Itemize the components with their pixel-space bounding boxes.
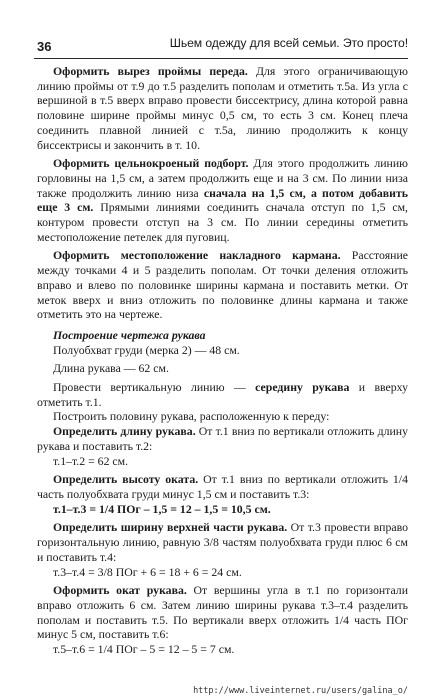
page-number: 36 <box>37 39 52 54</box>
paragraph-sleeve-length-text: От т.1 вниз по вертикали отложить длину рукава и поставить т.2: <box>37 424 408 453</box>
paragraph-cap-height <box>37 472 408 501</box>
paragraph-pocket <box>37 248 408 322</box>
paragraph-half-sleeve: Построить половину рукава, расположенную к переду: <box>53 409 330 424</box>
source-watermark: http://www.liveinternet.ru/users/galina_o/ <box>193 686 408 696</box>
paragraph-armhole-lead: Оформить вырез проймы переда. <box>53 64 248 78</box>
paragraph-sleeve-width <box>37 520 408 564</box>
paragraph-facing-lead: Оформить цельнокроеный подборт. <box>53 156 249 171</box>
formula-2: т.1–т.3 = 1/4 ПОг – 1,5 = 12 – 1,5 = 10,5 см. <box>53 501 271 516</box>
sleeve-bust-measure: Полуобхват груди (мерка 2) — 48 см. <box>53 342 240 357</box>
paragraph-facing-text-2: Прямыми линиями соединить сначала отступ по 1,5 см, контуром провести отступ на 3 см. По линии середины отметить местоположение петелек для пуговиц. <box>37 200 409 244</box>
formula-1: т.1–т.2 = 62 см. <box>53 453 129 468</box>
paragraph-sleeve-width-lead: Определить ширину верхней части рукава. <box>53 520 288 535</box>
paragraph-facing-emphasis: сначала на 1,5 см, а потом добавить еще 3 см. <box>37 185 408 215</box>
section-heading <box>37 328 408 343</box>
paragraph-center-line <box>37 380 408 409</box>
section-heading-text: Построение чертежа рукава <box>53 327 206 342</box>
paragraph-sleeve-length <box>37 424 408 453</box>
formula-4: т.5–т.6 = 1/4 ПОг – 5 = 12 – 5 = 7 см. <box>53 642 235 657</box>
sleeve-length-measure: Длина рукава — 62 см. <box>53 361 169 376</box>
paragraph-facing <box>37 156 408 244</box>
page-body <box>37 64 408 657</box>
paragraph-armhole <box>37 64 408 152</box>
page-header <box>0 0 434 60</box>
header-rule <box>34 58 408 59</box>
paragraph-cap-height-lead: Определить высоту оката. <box>53 472 199 487</box>
paragraph-center-line-emphasis: середину рукава <box>255 380 350 395</box>
paragraph-armhole-text: Для этого ограничивающую линию проймы от т.9 до т.5 разделить пополам и отметить т.5а. Из угла с вершиной в т.5 вверх вправо провести биссектрису, длина которой равна половине ширине проймы минус 0,5 см, то есть 3 см. Конец плеча соединить плавной линией с т.5а, линию продолжить к концу биссектрисы и закончить в т. 10. <box>37 64 408 152</box>
paragraph-cap-height-text: От т.1 вниз по вертикали отложить 1/4 часть полуобхвата груди минус 1,5 см и поставить т.3: <box>37 472 408 501</box>
running-title: Шьем одежду для всей семьи. Это просто! <box>169 36 408 50</box>
paragraph-center-line-text-2: и вверху отметить т.1. <box>37 380 409 409</box>
paragraph-pocket-lead: Оформить местоположение накладного кармана. <box>53 248 341 263</box>
paragraph-facing-text-1: Для этого продолжить линию горловины на 1,5 см, а затем продолжить еще и на 3 см. По линии низа также продолжить линию низа <box>37 156 408 200</box>
formula-3: т.3–т.4 = 3/8 ПОг + 6 = 18 + 6 = 24 см. <box>53 564 242 579</box>
paragraph-sleeve-length-lead: Определить длину рукава. <box>53 424 196 439</box>
paragraph-sleeve-cap-lead: Оформить окат рукава. <box>53 583 187 598</box>
paragraph-pocket-text: Расстояние между точками 4 и 5 разделить пополам. От точки деления отложить вправо и влево по половинке ширины кармана и поставить метки. От меток вверх и вниз отложить по половинке длины кармана и также отметить это на чертеже. <box>37 248 409 322</box>
paragraph-sleeve-cap-text: От вершины угла в т.1 по горизонтали вправо отложить 6 см. Затем линию ширины рукава т.3–т.4 разделить пополам и поставить т.5. По вертикали вверх отложить 1/4 часть ПОг минус 5 см, поставить т.6: <box>37 583 409 642</box>
paragraph-center-line-text-1: Провести вертикальную линию — <box>53 380 256 395</box>
paragraph-sleeve-cap <box>37 583 408 642</box>
paragraph-sleeve-width-text: От т.3 провести вправо горизонтальную линию, равную 3/8 частям полуобхвата груди плюс 6 см и поставить т.4: <box>37 520 408 564</box>
